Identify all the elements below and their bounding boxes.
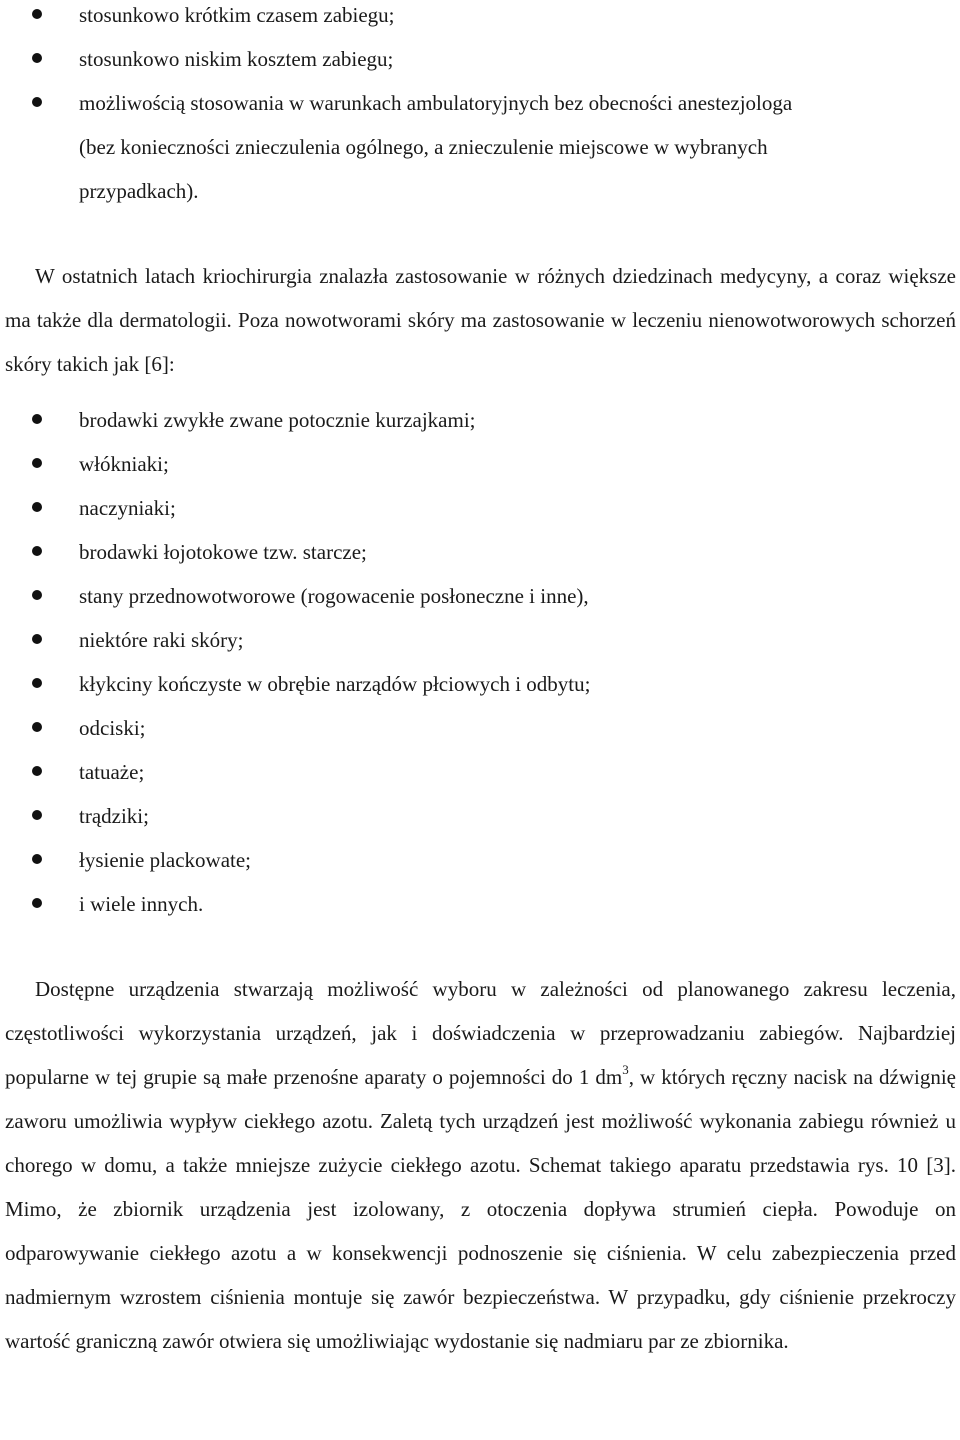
bullet-icon: [32, 766, 42, 776]
list-item: stosunkowo krótkim czasem zabiegu;: [0, 0, 960, 44]
bullet-icon: [32, 9, 42, 19]
conditions-list: [0, 405, 960, 933]
bullet-icon: [32, 898, 42, 908]
paragraph-text: Dostępne urządzenia stwarzają możliwość wyboru w zależności od planowanego zakresu leczenia, częstotliwości wykorzystania urządzeń, jak i doświadczenia w przeprowadzaniu zabiegów. Najbardziej popularne w tej grupie są małe przenośne aparaty o pojemności do 1 $dm^3$, w których ręczny nacisk na dźwignię zaworu umożliwia wypływ ciekłego azotu. Zaletą tych urządzeń jest możliwość wykonania zabiegu również u chorego w domu, a także mniejsze zużycie ciekłego azotu. Schemat takiego aparatu przedstawia rys. 10 [3]. Mimo, że zbiornik urządzenia jest izolowany, z otoczenia dopływa strumień ciepła. Powoduje on odparowywanie ciekłego azotu a w konsekwencji podnoszenie się ciśnienia. W celu zabezpieczenia przed nadmiernym wzrostem ciśnienia montuje się zawór bezpieczeństwa. W przypadku, gdy ciśnienie przekroczy wartość graniczną zawór otwiera się umożliwiając wydostanie się nadmiaru par ze zbiornika.: [5, 977, 956, 1353]
bullet-icon: [32, 678, 42, 688]
list-item: stosunkowo niskim kosztem zabiegu;: [0, 44, 960, 88]
list-item-continuation: przypadkach).: [79, 179, 199, 203]
superscript: 3: [622, 1062, 629, 1077]
list-item-continuation: (bez konieczności znieczulenia ogólnego, a znieczulenie miejscowe w wybranych: [79, 135, 768, 159]
bullet-icon: [32, 546, 42, 556]
list-item: łysienie plackowate;: [0, 845, 960, 889]
bullet-icon: [32, 810, 42, 820]
bullet-icon: [32, 854, 42, 864]
list-item: możliwością stosowania w warunkach ambulatoryjnych bez obecności anestezjologa: [0, 88, 960, 132]
list-item: tatuaże;: [0, 757, 960, 801]
list-item: i wiele innych.: [0, 889, 960, 933]
bullet-icon: [32, 634, 42, 644]
list-item: trądziki;: [0, 801, 960, 845]
list-item: kłykciny kończyste w obrębie narządów płciowych i odbytu;: [0, 669, 960, 713]
list-item: brodawki łojotokowe tzw. starcze;: [0, 537, 960, 581]
bullet-icon: [32, 502, 42, 512]
list-item: odciski;: [0, 713, 960, 757]
paragraph: [5, 254, 956, 386]
paragraph-text: W ostatnich latach kriochirurgia znalazła zastosowanie w różnych dziedzinach medycyny, a coraz większe ma także dla dermatologii. Poza nowotworami skóry ma zastosowanie w leczeniu nienowotworowych schorzeń skóry takich jak [6]:: [5, 264, 956, 376]
advantages-list: [0, 0, 960, 132]
bullet-icon: [32, 53, 42, 63]
bullet-icon: [32, 590, 42, 600]
bullet-icon: [32, 97, 42, 107]
list-item: brodawki zwykłe zwane potocznie kurzajkami;: [0, 405, 960, 449]
list-item: niektóre raki skóry;: [0, 625, 960, 669]
list-item: naczyniaki;: [0, 493, 960, 537]
bullet-icon: [32, 414, 42, 424]
bullet-icon: [32, 722, 42, 732]
paragraph: [5, 967, 956, 1363]
list-item: włókniaki;: [0, 449, 960, 493]
bullet-icon: [32, 458, 42, 468]
list-item: stany przednowotworowe (rogowacenie posłoneczne i inne),: [0, 581, 960, 625]
